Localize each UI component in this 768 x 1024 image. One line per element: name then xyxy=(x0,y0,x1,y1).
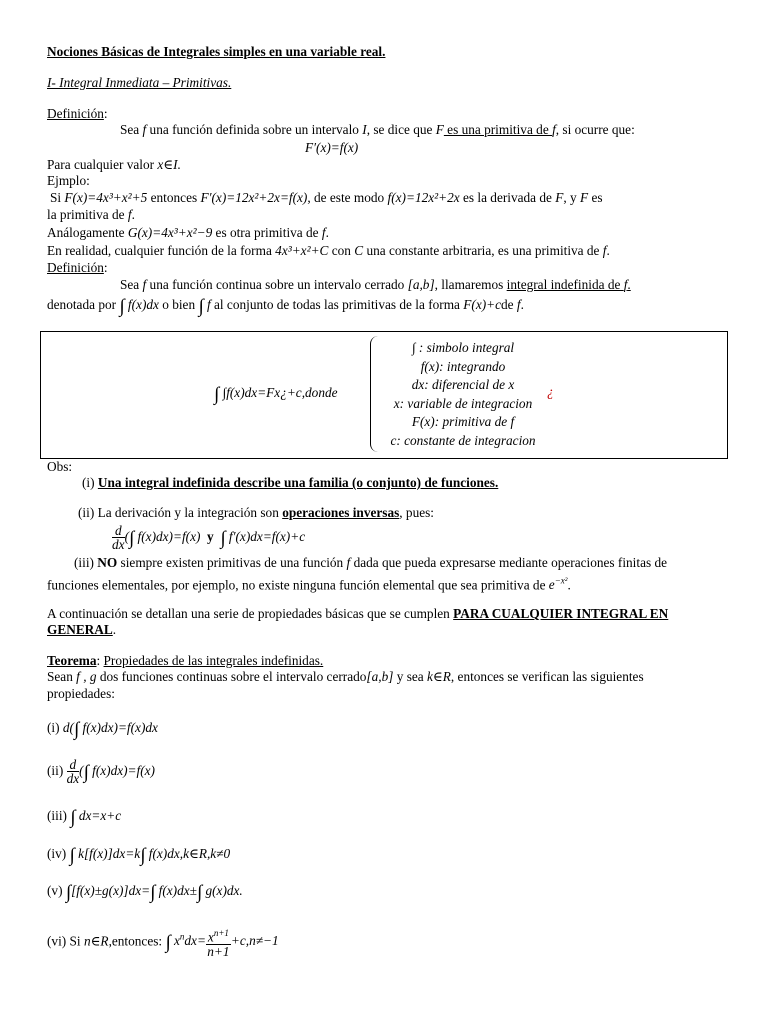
definition-2-heading: Definición: xyxy=(47,260,108,275)
definition-2-text: Sea f una función continua sobre un intervalo cerrado [a,b], llamaremos integral indefinida de f. xyxy=(120,277,631,292)
legend-item: x: variable de integracion xyxy=(393,395,533,411)
property-v: (v) ∫[f(x)±g(x)]dx=∫ f(x)dx±∫ g(x)dx. xyxy=(47,882,243,903)
legend-item: F(x): primitiva de f xyxy=(411,414,515,429)
example-label: Ejmplo: xyxy=(47,173,90,188)
theorem-line-1: Sean f , g dos funciones continuas sobre el intervalo cerrado[a,b] y sea k∈R, entonces se verifican las siguientes xyxy=(47,669,644,684)
legend-item: f(x): integrando xyxy=(420,358,506,374)
any-value-line: Para cualquier valor x∈I. xyxy=(47,157,181,172)
reality-line: En realidad, cualquier función de la forma 4x³+x²+C con C una constante arbitraria, es una primitiva de f. xyxy=(47,243,610,258)
property-i: (i) d(∫ f(x)dx)=f(x)dx xyxy=(47,719,158,740)
legend-item: dx: diferencial de x xyxy=(411,377,515,392)
theorem-line-2: propiedades: xyxy=(47,686,115,701)
legend-item: c: constante de integracion xyxy=(390,432,536,448)
example-line-2: la primitiva de f. xyxy=(47,207,135,222)
legend-item: ∫ : simbolo integral xyxy=(411,340,515,355)
inverse-operations-formula: $\frac{d}{dx}$ (∫ f(x)dx)=f(x) y ∫ f′(x)dx=f(x)+c xyxy=(112,523,306,553)
obs-i: (i) Una integral indefinida describe una familia (o conjunto) de funciones. xyxy=(82,475,499,490)
document-title: Nociones Básicas de Integrales simples en una variable real. xyxy=(47,44,386,59)
integral-definition-formula: ∫ ∫f(x)dx=Fx¿+c,donde xyxy=(214,384,338,405)
property-vi: (vi) Si n∈R,entonces: ∫ $x^ndx=$ $\frac{x^{n+1}}{n+1}$ +c,n≠−1 xyxy=(47,928,279,959)
obs-label: Obs: xyxy=(47,459,73,474)
analog-line: Análogamente G(x)=4x³+x²−9 es otra primitiva de f. xyxy=(47,225,329,240)
example-line-1: Si F(x)=4x³+x²+5 entonces F′(x)=12x²+2x=f(x), de este modo f(x)=12x²+2x es la derivada de F, y F es xyxy=(50,190,603,205)
section-heading: I- Integral Inmediata – Primitivas. xyxy=(47,75,232,90)
primitive-formula: F′(x)=f(x) xyxy=(305,140,359,155)
theorem-heading: Teorema: Propiedades de las integrales indefinidas. xyxy=(47,653,324,668)
property-ii: (ii) $\frac{d}{dx}$ (∫ f(x)dx)=f(x) xyxy=(47,757,155,787)
notation-legend xyxy=(378,339,548,450)
obs-iii-line-1: (iii) NO siempre existen primitivas de una función f dada que pueda expresarse mediante operaciones finitas de xyxy=(74,555,668,570)
property-iv: (iv) ∫ k[f(x)]dx=k∫ f(x)dx,k∈R,k≠0 xyxy=(47,845,231,866)
obs-ii: (ii) La derivación y la integración son operaciones inversas, pues: xyxy=(78,505,434,520)
properties-intro: A continuación se detallan una serie de propiedades básicas que se cumplen PARA CUALQUIER INTEGRAL EN xyxy=(47,606,669,621)
obs-iii-line-2: funciones elementales, por ejemplo, no existe ninguna función elemental que sea primitiva de $e^{-x^2}$. xyxy=(47,576,571,593)
definition-2-notation: denotada por ∫ f(x)dx o bien ∫ f al conjunto de todas las primitivas de la forma F(x)+cde f. xyxy=(47,296,524,317)
definition-heading: Definición: xyxy=(47,106,108,121)
properties-intro-end: GENERAL. xyxy=(47,622,117,637)
property-iii: (iii) ∫ dx=x+c xyxy=(47,807,122,828)
definition-1-text: Sea f una función definida sobre un intervalo I, se dice que F es una primitiva de f, si ocurre que: xyxy=(120,122,635,137)
inverted-question-mark: ¿ xyxy=(547,384,554,399)
